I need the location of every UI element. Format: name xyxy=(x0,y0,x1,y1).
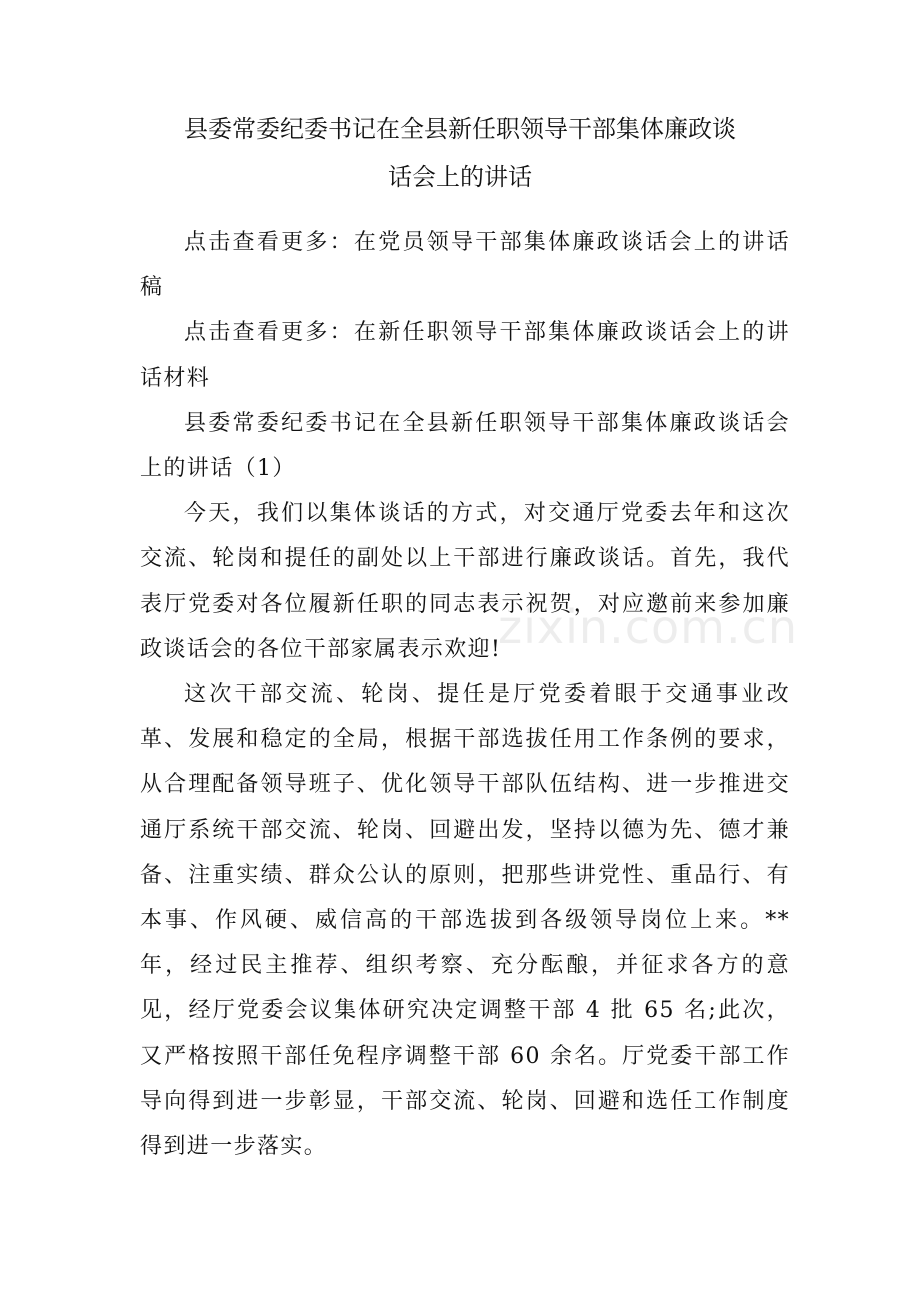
watermark-text: zixin.com.cn xyxy=(498,600,799,654)
body-paragraph: 这次干部交流、轮岗、提任是厅党委着眼于交通事业改革、发展和稳定的全局，根据干部选拔任用工作条例的要求，从合理配备领导班子、优化领导干部队伍结构、进一步推进交通厅系统干部交流、轮岗、回避出发，坚持以德为先、德才兼备、注重实绩、群众公认的原则，把那些讲党性、重品行、有本事、作风硬、威信高的干部选拔到各级领导岗位上来。**年，经过民主推荐、组织考察、充分酝酿，并征求各方的意见，经厅党委会议集体研究决定调整干部 4 批 65 名;此次，又严格按照干部任免程序调整干部 60 余名。厅党委干部工作导向得到进一步彰显，干部交流、轮岗、回避和选任工作制度得到进一步落实。 xyxy=(140,682,790,1160)
document-title-line-2: 话会上的讲话 xyxy=(388,163,532,191)
more-link-1[interactable]: 点击查看更多：在党员领导干部集体廉政谈话会上的讲话稿 xyxy=(140,230,790,301)
document-title-line-1: 县委常委纪委书记在全县新任职领导干部集体廉政谈 xyxy=(184,115,736,143)
more-link-2[interactable]: 点击查看更多：在新任职领导干部集体廉政谈话会上的讲话材料 xyxy=(140,320,790,391)
document-body xyxy=(140,220,790,1169)
body-paragraph: 今天，我们以集体谈话的方式，对交通厅党委去年和这次交流、轮岗和提任的副处以上干部进行廉政谈话。首先，我代表厅党委对各位履新任职的同志表示祝贺，对应邀前来参加廉政谈话会的各位干部家属表示欢迎! xyxy=(140,501,790,662)
body-paragraph: 县委常委纪委书记在全县新任职领导干部集体廉政谈话会上的讲话（1） xyxy=(140,410,790,482)
